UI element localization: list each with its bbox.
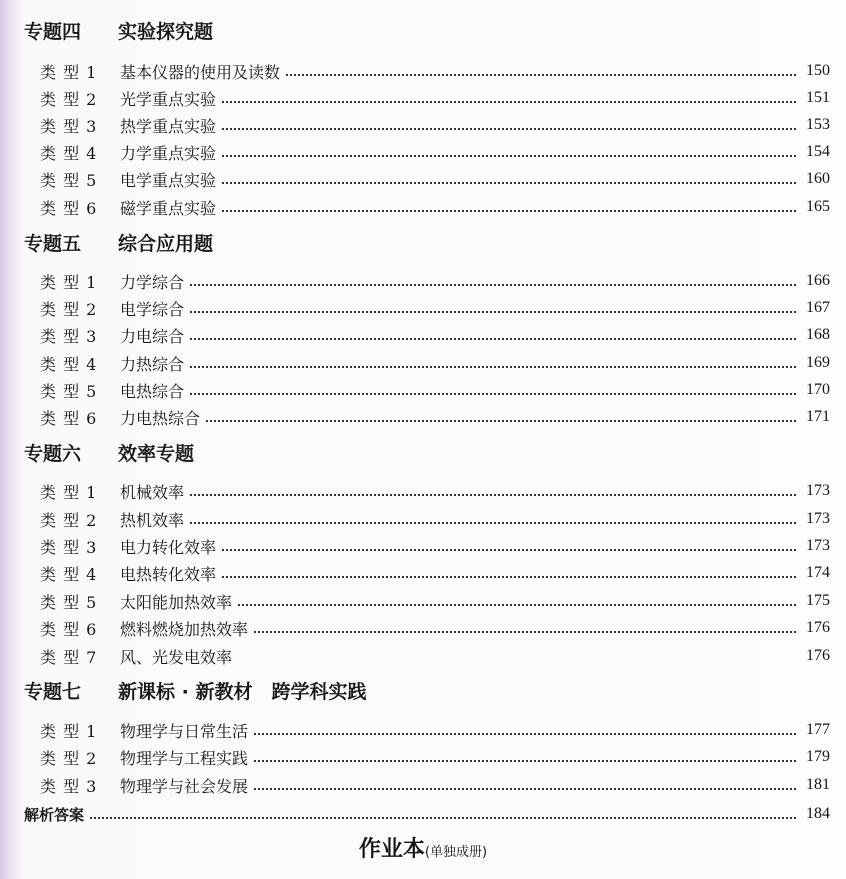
entry-title: 燃料燃烧加热效率 [120,619,249,639]
entry-title: 电力转化效率 [120,537,217,557]
workbook-heading [0,832,846,863]
entry-page: 174 [806,564,830,581]
section-title [24,232,213,256]
entry-type: 类 型 4 [40,354,98,374]
dot-leader [190,338,796,340]
entry-type: 类 型 1 [40,482,98,502]
answers-page: 184 [806,805,830,822]
dot-leader [254,788,796,790]
entry-type: 类 型 5 [40,381,98,401]
entry-title: 电学综合 [120,299,185,319]
entry-title: 力学重点实验 [120,143,217,163]
entry-type: 类 型 5 [40,592,98,612]
entry-title: 光学重点实验 [120,89,217,109]
entry-page: 176 [806,619,830,636]
toc-entry[interactable] [40,194,830,220]
toc-entry[interactable] [40,533,830,559]
entry-page: 168 [806,326,830,343]
dot-leader [190,311,796,313]
toc-entry[interactable] [40,772,830,798]
entry-title: 机械效率 [120,482,185,502]
entry-page: 153 [806,116,830,133]
entry-page: 165 [806,198,830,215]
dot-leader [222,210,796,212]
dot-leader [190,366,796,368]
entry-title: 力热综合 [120,354,185,374]
section-name: 新课标 · 新教材 跨学科实践 [118,681,367,703]
toc-entry[interactable] [40,268,830,294]
toc-entry[interactable] [40,112,830,138]
dot-leader [286,74,796,76]
entry-type: 类 型 2 [40,299,98,319]
entry-title: 电学重点实验 [120,170,217,190]
entry-title: 热学重点实验 [120,116,217,136]
dot-leader [206,420,796,422]
entry-page: 150 [806,62,830,79]
entry-type: 类 型 3 [40,776,98,796]
entry-title: 基本仪器的使用及读数 [120,62,281,82]
entry-page: 173 [806,537,830,554]
dot-leader [222,155,796,157]
entry-type: 类 型 7 [40,647,98,667]
entry-type: 类 型 3 [40,116,98,136]
entry-title: 热机效率 [120,510,185,530]
entry-title: 风、光发电效率 [120,647,233,667]
toc-entry[interactable] [40,717,830,743]
entry-page: 170 [806,381,830,398]
workbook-title: 作业本 [358,837,425,862]
dot-leader [222,576,796,578]
toc-entry[interactable] [40,615,830,641]
entry-page: 179 [806,748,830,765]
section-number: 专题七 [24,681,82,703]
entry-page: 151 [806,89,830,106]
section-name: 综合应用题 [118,233,214,255]
entry-type: 类 型 1 [40,272,98,292]
entry-page: 169 [806,354,830,371]
entry-type: 类 型 4 [40,564,98,584]
entry-type: 类 型 6 [40,619,98,639]
entry-title: 物理学与日常生活 [120,721,249,741]
entry-page: 166 [806,272,830,289]
section-name: 实验探究题 [118,21,214,43]
entry-title: 电热综合 [120,381,185,401]
section-title [24,20,213,44]
toc-entry[interactable] [40,58,830,84]
section-number: 专题六 [24,443,82,465]
dot-leader [238,659,796,661]
toc-entry[interactable] [40,350,830,376]
entry-page: 154 [806,143,830,160]
workbook-note: (单独成册) [424,845,488,860]
entry-type: 类 型 3 [40,326,98,346]
dot-leader [190,494,796,496]
dot-leader [222,101,796,103]
entry-title: 太阳能加热效率 [120,592,233,612]
entry-page: 160 [806,170,830,187]
toc-entry[interactable] [40,506,830,532]
toc-entry-answers[interactable] [24,801,830,827]
entry-type: 类 型 4 [40,143,98,163]
section-number: 专题四 [24,21,82,43]
toc-entry[interactable] [40,588,830,614]
entry-type: 类 型 6 [40,408,98,428]
toc-entry[interactable] [40,560,830,586]
toc-entry[interactable] [40,404,830,430]
entry-type: 类 型 2 [40,510,98,530]
toc-entry[interactable] [40,643,830,669]
entry-title: 力电热综合 [120,408,201,428]
toc-entry[interactable] [40,139,830,165]
entry-title: 力电综合 [120,326,185,346]
section-title [24,680,366,704]
entry-title: 磁学重点实验 [120,198,217,218]
entry-page: 167 [806,299,830,316]
dot-leader [190,284,796,286]
dot-leader [222,182,796,184]
section-number: 专题五 [24,233,82,255]
entry-page: 176 [806,647,830,664]
toc-entry[interactable] [40,85,830,111]
dot-leader [222,128,796,130]
toc-entry[interactable] [40,377,830,403]
entry-type: 类 型 2 [40,748,98,768]
dot-leader [254,631,796,633]
entry-type: 类 型 1 [40,721,98,741]
entry-page: 173 [806,510,830,527]
toc-entry[interactable] [40,166,830,192]
entry-title: 电热转化效率 [120,564,217,584]
dot-leader [254,733,796,735]
dot-leader [190,522,796,524]
dot-leader [190,393,796,395]
toc-entry[interactable] [40,295,830,321]
toc-entry[interactable] [40,478,830,504]
entry-page: 177 [806,721,830,738]
entry-page: 171 [806,408,830,425]
section-title [24,442,194,466]
entry-title: 物理学与工程实践 [120,748,249,768]
dot-leader [238,604,796,606]
entry-title: 物理学与社会发展 [120,776,249,796]
section-name: 效率专题 [118,443,195,465]
dot-leader [90,817,796,819]
answers-title: 解析答案 [24,805,85,824]
entry-type: 类 型 6 [40,198,98,218]
entry-page: 181 [806,776,830,793]
entry-type: 类 型 5 [40,170,98,190]
entry-type: 类 型 1 [40,62,98,82]
entry-title: 力学综合 [120,272,185,292]
entry-page: 175 [806,592,830,609]
entry-page: 173 [806,482,830,499]
entry-type: 类 型 3 [40,537,98,557]
toc-entry[interactable] [40,744,830,770]
toc-entry[interactable] [40,322,830,348]
dot-leader [222,549,796,551]
dot-leader [254,760,796,762]
entry-type: 类 型 2 [40,89,98,109]
